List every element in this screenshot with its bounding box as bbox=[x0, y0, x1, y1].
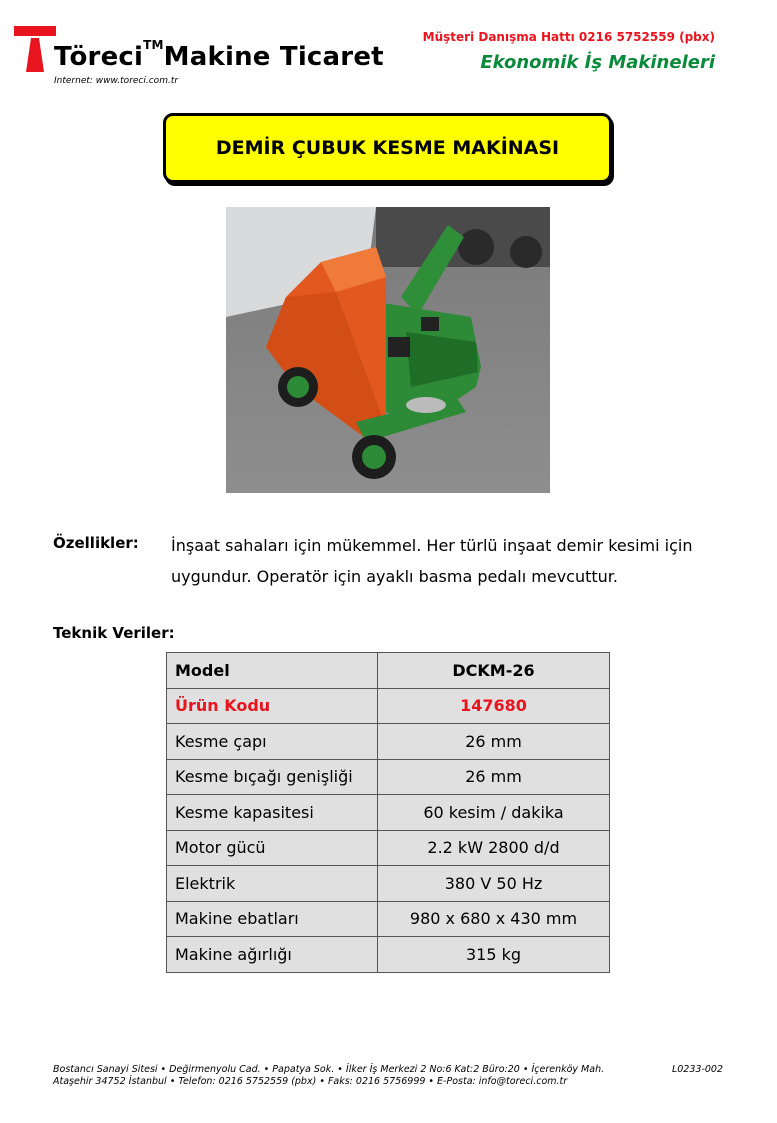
tagline-text: Ekonomik İş Makineleri bbox=[480, 52, 715, 73]
table-row bbox=[167, 866, 610, 902]
table-cell: Makine ebatları bbox=[167, 901, 378, 937]
table-cell: Model bbox=[167, 653, 378, 689]
product-photo bbox=[226, 207, 550, 493]
website-text: Internet: www.toreci.com.tr bbox=[54, 76, 179, 86]
table-cell: Motor gücü bbox=[167, 830, 378, 866]
product-code-row bbox=[167, 688, 610, 724]
table-row bbox=[167, 759, 610, 795]
footer bbox=[53, 1064, 733, 1088]
table-cell: 980 x 680 x 430 mm bbox=[378, 901, 610, 937]
table-row bbox=[167, 937, 610, 973]
table-cell: Kesme bıçağı genişliği bbox=[167, 759, 378, 795]
hotline-text: Müşteri Danışma Hattı 0216 5752559 (pbx) bbox=[422, 30, 715, 44]
table-cell: 26 mm bbox=[378, 759, 610, 795]
table-row bbox=[167, 724, 610, 760]
table-row bbox=[167, 830, 610, 866]
table-cell: 26 mm bbox=[378, 724, 610, 760]
table-cell: Ürün Kodu bbox=[167, 688, 378, 724]
footer-address-line1: Bostancı Sanayi Sitesi • Değirmenyolu Cad. • Papatya Sok. • İlker İş Merkezi 2 No:6 Kat:2 Büro:20 • İçerenköy Mah. bbox=[53, 1064, 605, 1075]
brand-name: Töreci™Makine Ticaret bbox=[54, 38, 384, 72]
table-cell: 2.2 kW 2800 d/d bbox=[378, 830, 610, 866]
page-title: DEMİR ÇUBUK KESME MAKİNASI bbox=[163, 113, 612, 183]
table-cell: 380 V 50 Hz bbox=[378, 866, 610, 902]
table-cell: 315 kg bbox=[378, 937, 610, 973]
document-reference: L0233-002 bbox=[671, 1064, 723, 1075]
table-row bbox=[167, 795, 610, 831]
table-cell: Kesme çapı bbox=[167, 724, 378, 760]
table-cell: Kesme kapasitesi bbox=[167, 795, 378, 831]
features-text: İnşaat sahaları için mükemmel. Her türlü inşaat demir kesimi için uygundur. Operatör için ayaklı basma pedalı mevcuttur. bbox=[171, 536, 693, 586]
table-cell: 147680 bbox=[378, 688, 610, 724]
table-cell: 60 kesim / dakika bbox=[378, 795, 610, 831]
table-cell: Makine ağırlığı bbox=[167, 937, 378, 973]
toreci-logo-icon bbox=[14, 26, 56, 74]
table-cell: Elektrik bbox=[167, 866, 378, 902]
footer-address-line2: Ataşehir 34752 İstanbul • Telefon: 0216 5752559 (pbx) • Faks: 0216 5756999 • E-Posta: info@toreci.com.tr bbox=[53, 1076, 568, 1087]
features-label: Özellikler: bbox=[53, 534, 139, 552]
tech-label: Teknik Veriler: bbox=[53, 624, 175, 642]
specs-table bbox=[166, 652, 610, 973]
table-row bbox=[167, 901, 610, 937]
table-cell: DCKM-26 bbox=[378, 653, 610, 689]
table-header-row bbox=[167, 653, 610, 689]
